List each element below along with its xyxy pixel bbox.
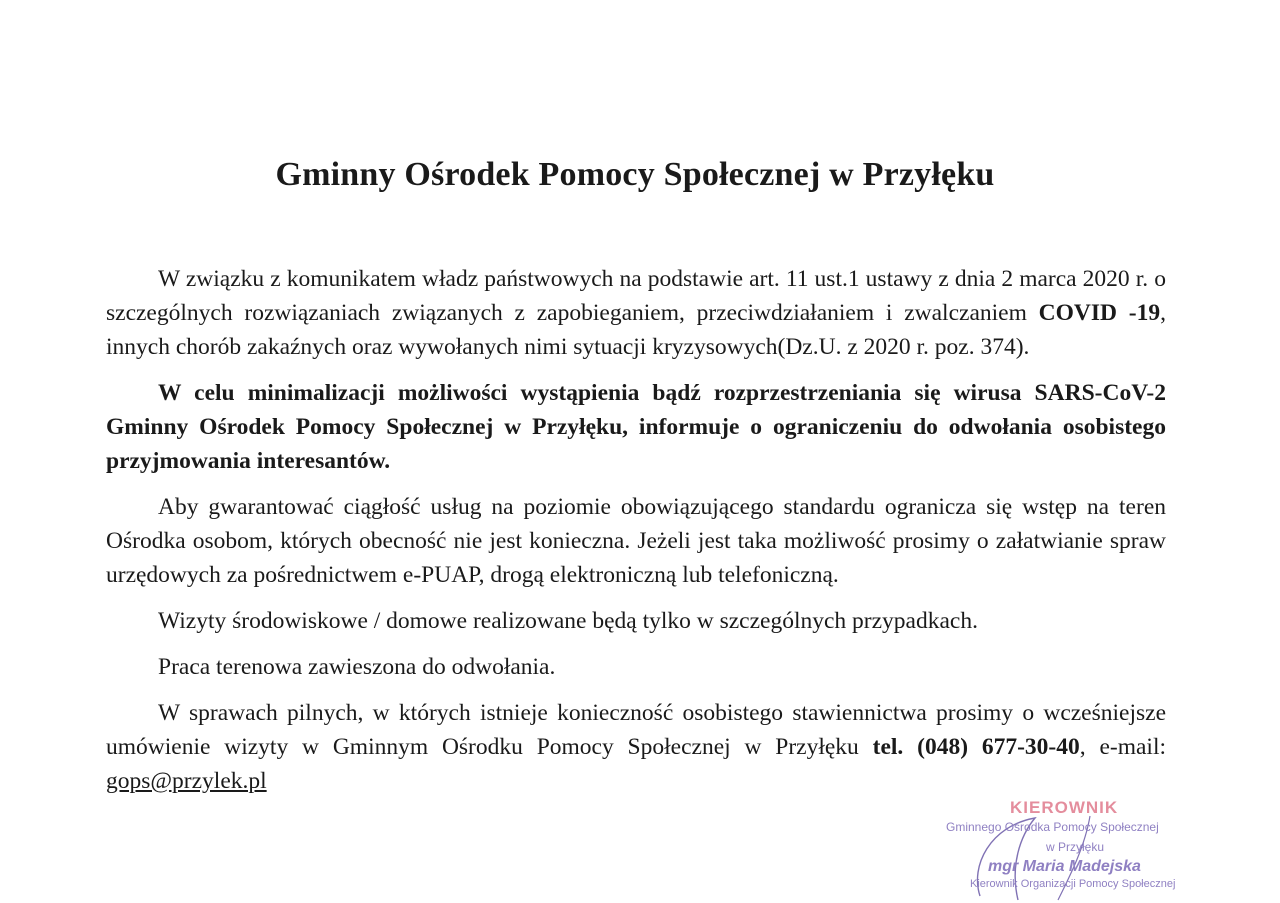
email-prefix: , e-mail:: [1079, 734, 1166, 760]
paragraph-access-limits: Aby gwarantować ciągłość usług na poziomie obowiązującego standardu ogranicza się wstęp na teren Ośrodka osobom, których obecność nie jest konieczna. Jeżeli jest taka możliwość prosimy o załatwianie spraw urzędowych za pośrednictwem e-PUAP, drogą elektroniczną lub telefoniczną.: [106, 494, 1166, 588]
stamp-line-2: w Przyłęku: [1046, 840, 1105, 854]
email-link[interactable]: gops@przylek.pl: [106, 768, 267, 794]
document-body: [106, 262, 1166, 798]
official-stamp: [940, 796, 1210, 901]
paragraph-home-visits: Wizyty środowiskowe / domowe realizowane będą tylko w szczególnych przypadkach.: [158, 608, 978, 634]
stamp-line-1: Gminnego Ośrodka Pomocy Społecznej: [946, 820, 1159, 834]
covid-term: COVID -19: [1038, 300, 1161, 326]
stamp-name: mgr Maria Madejska: [988, 858, 1141, 875]
paragraph-restriction-notice: W celu minimalizacji możliwości wystąpienia bądź rozprzestrzeniania się wirusa SARS-CoV-2 Gminny Ośrodek Pomocy Społecznej w Przyłęku, informuje o ograniczeniu do odwołania osobistego przyjmowania interesantów.: [106, 380, 1166, 474]
stamp-line-3: Kierownik Organizacji Pomocy Społecznej: [970, 878, 1176, 890]
phone-number: tel. (048) 677-30-40: [872, 734, 1080, 760]
stamp-heading: KIEROWNIK: [1010, 798, 1119, 817]
paragraph-contact: [106, 696, 1166, 798]
document-title: Gminny Ośrodek Pomocy Społecznej w Przyłęku: [275, 156, 995, 193]
paragraph-field-work: Praca terenowa zawieszona do odwołania.: [158, 654, 556, 680]
paragraph-legal-basis: [106, 262, 1166, 364]
paragraph-legal-basis-text: W związku z komunikatem władz państwowych na podstawie art. 11 ust.1 ustawy z dnia 2 marca 2020 r. o szczególnych rozwiązaniach związanych z zapobieganiem, przeciwdziałaniem i zwalczaniem: [106, 266, 1166, 326]
paragraph-contact-text: W sprawach pilnych, w których istnieje konieczność osobistego stawiennictwa prosimy o wcześniejsze umówienie wizyty w Gminnym Ośrodku Pomocy Społecznej w Przyłęku: [106, 700, 1166, 760]
paragraph-legal-basis-text-end: , innych chorób zakaźnych oraz wywołanych nimi sytuacji kryzysowych(Dz.U. z 2020 r. poz. 374).: [106, 300, 1166, 360]
